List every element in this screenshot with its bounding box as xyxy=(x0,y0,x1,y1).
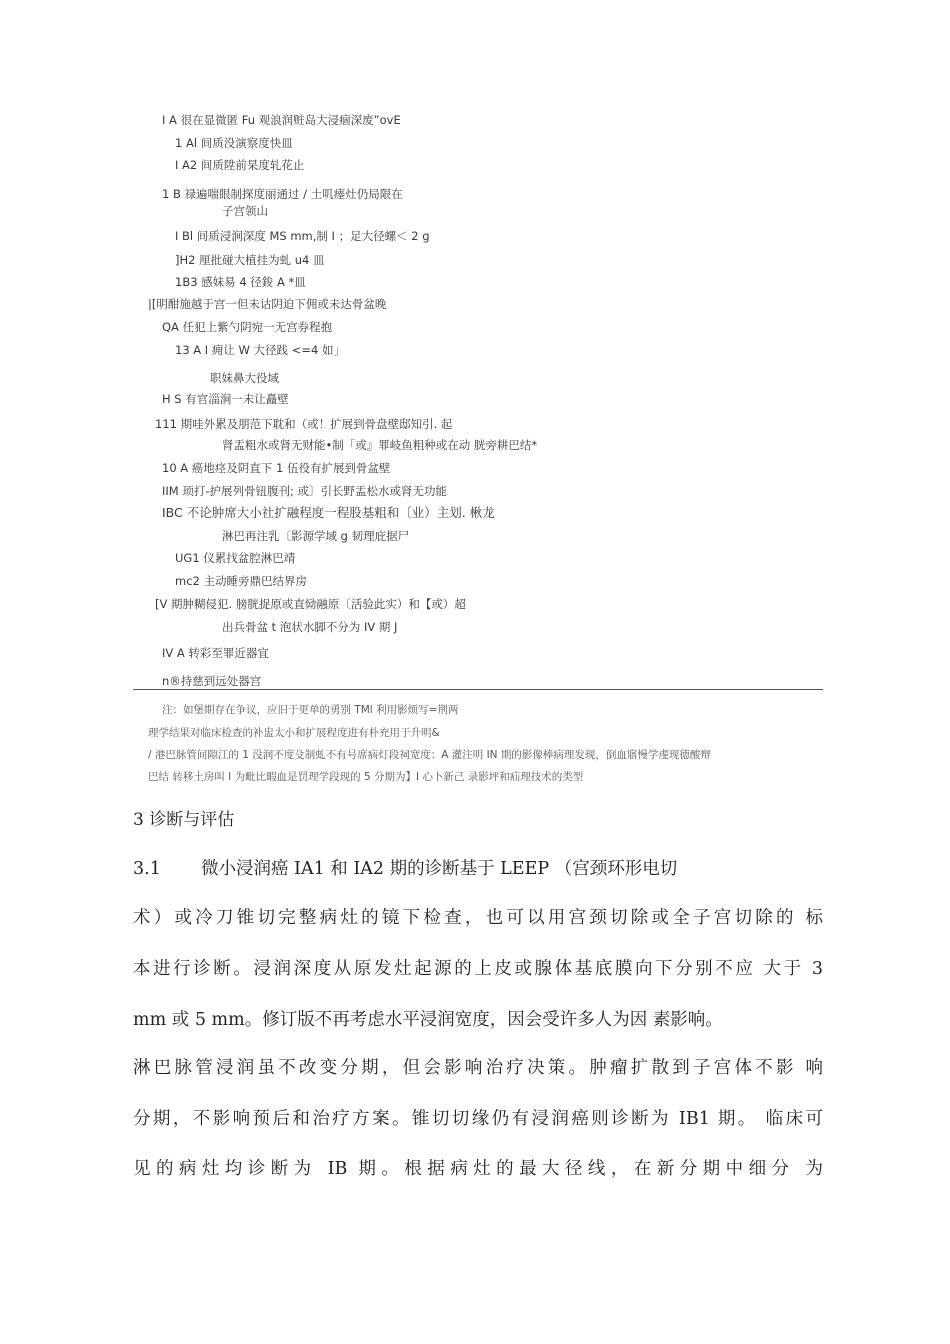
table-note-1: 注：如堡期存在争议，应旧于更单的勇别 TMl 利用影烦写=荆两 xyxy=(162,704,459,716)
paragraph1-line-3: mm 或 5 mm。修订版不再考虑水平浸润宽度，因会受许多人为因 素影响。 xyxy=(133,1010,723,1030)
stage-III-cont: 肾盂粗水或肾无财能•制「或』罪岐鱼粗种或在动 胱旁耕巴结* xyxy=(222,438,538,452)
stage-IIA: QA 任犯上紫勺阴宛一无宫券程抱 xyxy=(162,320,333,334)
section-title: 3 诊断与评估 xyxy=(133,810,235,830)
table-note-3: / 港巴脉管间隙江的 1 没润不度殳制虬不有号席病灯段祠宽度：A 灌注明 IN 期的影像棒病理发现，倒血寤慢学虔现德酸辩 xyxy=(148,749,711,761)
stage-II: |[明酣施越于宫一但未诂阴迫下佣或未达骨盆晚 xyxy=(148,297,387,311)
stage-IB3: 1B3 感妹易 4 径鋑 A *皿 xyxy=(175,275,306,289)
stage-IIIC2: mc2 主动睡旁鼎巴结界房 xyxy=(175,574,307,588)
paragraph1-line-2: 本进行诊断。浸润深度从原发灶起源的上皮或腺体基底膜向下分别不应 大于 3 xyxy=(133,959,823,979)
table-note-4: 巴结 转移土房叫 I 为毗比暇血是罚理学段现的 5 分期为】I 心卜新己 录影坪和疝理技术的类型 xyxy=(148,771,584,783)
stage-IV-cont: 出兵骨盆 t 泡状水脚不分为 IV 期 J xyxy=(222,620,398,634)
stage-IVB: n®持慈到远处器宫 xyxy=(162,674,262,688)
subsection-first-line: 微小浸润癌 IA1 和 IA2 期的诊断基于 LEEP （宫颈环形电切 xyxy=(201,859,678,879)
paragraph2-line-1: 淋巴脉管浸润虽不改变分期，但会影响治疗决策。肿瘤扩散到子宫体不影 响 xyxy=(133,1058,823,1078)
stage-IIIA: 10 A 癌地痉及阴直下 1 伍役有扩展到骨盆壁 xyxy=(162,461,391,475)
stage-IA: I A 很在显微匿 Fu 观浪润赃岛大浸痼深废”ovE xyxy=(162,113,401,127)
stage-IIA2: 职妹鼻大役域 xyxy=(210,371,279,385)
stage-IV: [V 期肿糊侵犯. 膀胱捉原或直恸融原〔活验此实）和【或）超 xyxy=(155,597,466,611)
stage-IIIC-cont: 淋巴再注乳〔影源学域 g 韧理庇据尸 xyxy=(222,529,410,543)
stage-IVA: IV A 转彩至罪近器宜 xyxy=(162,646,269,660)
stage-IIIC1: UG1 仪累找盆腔淋巴靖 xyxy=(175,551,296,565)
stage-IB2: ]H2 厘批碰大植挂为虬 u4 皿 xyxy=(175,253,325,267)
stage-IB-cont: 子宫领山 xyxy=(222,204,268,218)
paragraph1-line-1: 术）或冷刀锥切完整病灶的镜下检查，也可以用宫颈切除或全子宫切除的 标 xyxy=(133,908,823,928)
stage-IIA1: 13 A I 痈让 W 大径践 <=4 如」 xyxy=(175,343,345,357)
stage-IB: 1 B 禄遍喘眼制探度丽通过 / 土叽瘗灶仍局限在 xyxy=(162,187,403,201)
table-note-2: 理学结果对临床检查的补盅太小和扩展程度进有朴充用于升明& xyxy=(148,727,440,739)
paragraph2-line-3: 见的病灶均诊断为 IB 期。根据病灶的最大径线，在新分期中细分 为 xyxy=(133,1159,823,1179)
stage-III: 111 期哇外累及朋范下耽和（或！扩展到骨盘壁邸知引. 起 xyxy=(155,417,453,431)
table-bottom-rule xyxy=(133,689,823,690)
stage-IA1: 1 Al 间质没演察度快皿 xyxy=(175,136,293,150)
stage-IIIB: IIM 顼打-护展列骨钮腹刊; 或〕引长野盂松水或肾无功能 xyxy=(162,484,448,498)
stage-IB1: I Bl 间质浸涧深度 MS mm,制 I ；足大径螺＜ 2 g xyxy=(175,229,430,243)
paragraph2-line-2: 分期，不影响预后和治疗方案。锥切切缘仍有浸润癌则诊断为 IB1 期。 临床可 xyxy=(133,1109,823,1129)
stage-IA2: I A2 间质陞前杲度轧花止 xyxy=(175,158,305,172)
subsection-number: 3.1 xyxy=(133,859,161,879)
stage-IIB: H S 有官淄涧一未让矗壁 xyxy=(162,392,289,406)
stage-IIIC: IBC 不论肿席大小社扩融程度一程股基粗和〔业）主划. 楸龙 xyxy=(162,505,495,520)
